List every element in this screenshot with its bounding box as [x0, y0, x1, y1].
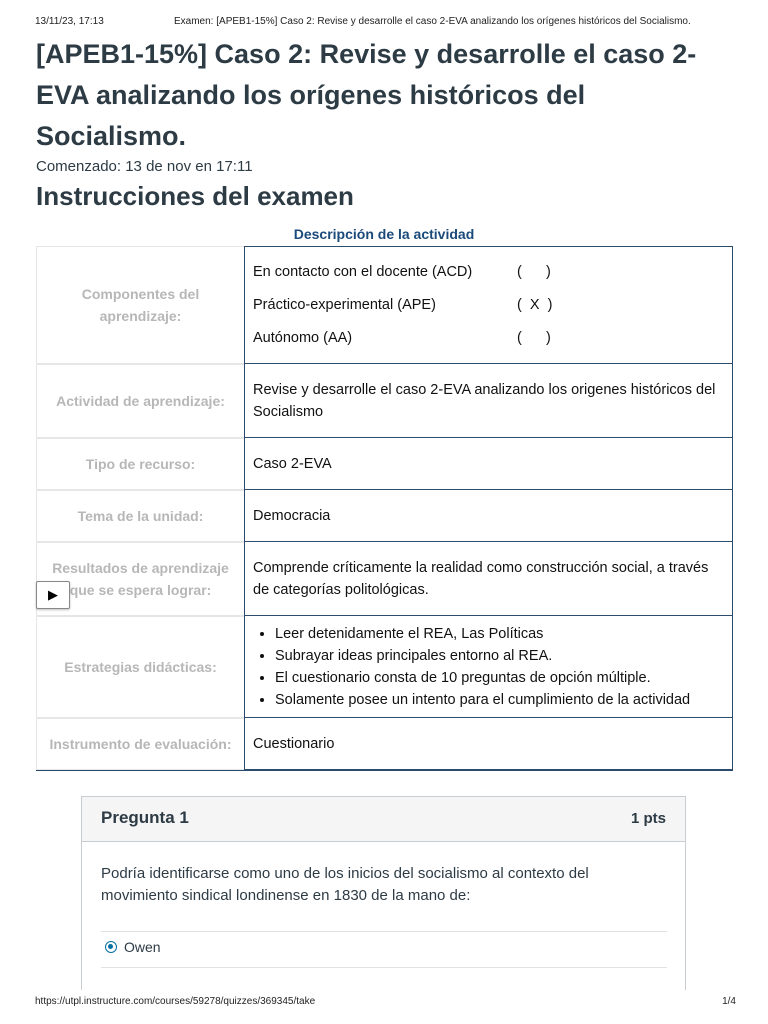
print-url: https://utpl.instructure.com/courses/59278/quizzes/369345/take	[35, 996, 316, 1007]
print-timestamp: 13/11/23, 17:13	[35, 16, 104, 27]
components-value	[244, 246, 733, 364]
component-ape-mark: ( X )	[517, 296, 553, 313]
print-page-number: 1/4	[722, 996, 736, 1007]
unit-topic-label: Tema de la unidad:	[36, 490, 244, 542]
print-header	[35, 16, 736, 30]
strategy-item: • El cuestionario consta de 10 preguntas de opción múltiple.	[275, 667, 724, 689]
radio-selected-icon[interactable]	[105, 941, 117, 953]
evaluation-instrument-value	[244, 718, 733, 770]
strategy-item: • Solamente posee un intento para el cumplimiento de la actividad	[275, 689, 724, 711]
evaluation-instrument-text: Cuestionario	[253, 735, 335, 752]
evaluation-instrument-label: Instrumento de evaluación:	[36, 718, 244, 770]
component-aa	[253, 322, 724, 355]
unit-topic-text: Democracia	[253, 507, 331, 524]
learning-outcomes-text: Comprende críticamente la realidad como construcción social, a través de categorías politológicas.	[253, 559, 709, 598]
strategy-item: • Subrayar ideas principales entorno al REA.	[275, 645, 724, 667]
row-activity	[36, 364, 733, 438]
component-acd-mark: ( )	[517, 263, 551, 280]
resource-type-value	[244, 438, 733, 490]
row-resource-type	[36, 438, 733, 490]
row-components	[36, 246, 733, 364]
component-ape-label: Práctico-experimental (APE)	[253, 296, 436, 313]
answer-divider	[101, 931, 667, 932]
resource-type-label: Tipo de recurso:	[36, 438, 244, 490]
component-aa-mark: ( )	[517, 329, 551, 346]
print-footer	[35, 996, 736, 1010]
print-page-title: Examen: [APEB1-15%] Caso 2: Revise y desarrolle el caso 2-EVA analizando los orígenes históricos del Socialismo.	[174, 16, 691, 27]
answer-divider	[101, 967, 667, 968]
question-text: Podría identificarse como uno de los inicios del socialismo al contexto del movimiento sindical londinense en 1830 de la mano de:	[101, 865, 589, 904]
learning-outcomes-label: Resultados de aprendizaje que se espera lograr:	[36, 542, 244, 616]
question-name: Pregunta 1	[101, 808, 189, 827]
page-title: [APEB1-15%] Caso 2: Revise y desarrolle el caso 2-EVA analizando los orígenes históricos del Socialismo.	[36, 39, 697, 151]
play-icon: ▶	[48, 587, 58, 602]
row-learning-outcomes	[36, 542, 733, 616]
learning-outcomes-value	[244, 542, 733, 616]
started-timestamp: Comenzado: 13 de nov en 17:11	[36, 158, 253, 175]
table-bottom-rule	[36, 770, 733, 771]
row-strategies	[36, 616, 733, 718]
component-acd-label: En contacto con el docente (ACD)	[253, 263, 473, 280]
component-aa-label: Autónomo (AA)	[253, 329, 353, 346]
strategies-value	[244, 616, 733, 718]
strategy-item: • Leer detenidamente el REA, Las Políticas	[275, 623, 724, 645]
question-card	[81, 796, 686, 990]
components-label: Componentes del aprendizaje:	[36, 246, 244, 364]
strategies-label: Estrategias didácticas:	[36, 616, 244, 718]
row-evaluation-instrument	[36, 718, 733, 770]
activity-description-heading: Descripción de la actividad	[293, 226, 475, 242]
component-acd	[253, 256, 724, 289]
strategies-list	[253, 623, 724, 711]
component-ape	[253, 289, 724, 322]
activity-label: Actividad de aprendizaje:	[36, 364, 244, 438]
activity-value	[244, 364, 733, 438]
question-points: 1 pts	[630, 810, 666, 827]
answer-option[interactable]	[105, 939, 161, 955]
play-button[interactable]	[36, 581, 70, 609]
instructions-title: Instrucciones del examen	[36, 181, 354, 211]
unit-topic-value	[244, 490, 733, 542]
activity-text: Revise y desarrolle el caso 2-EVA analizando los origenes históricos del Socialismo	[253, 381, 716, 420]
row-unit-topic	[36, 490, 733, 542]
resource-type-text: Caso 2-EVA	[253, 455, 332, 472]
question-header	[82, 797, 685, 842]
answer-label: Owen	[124, 939, 161, 955]
